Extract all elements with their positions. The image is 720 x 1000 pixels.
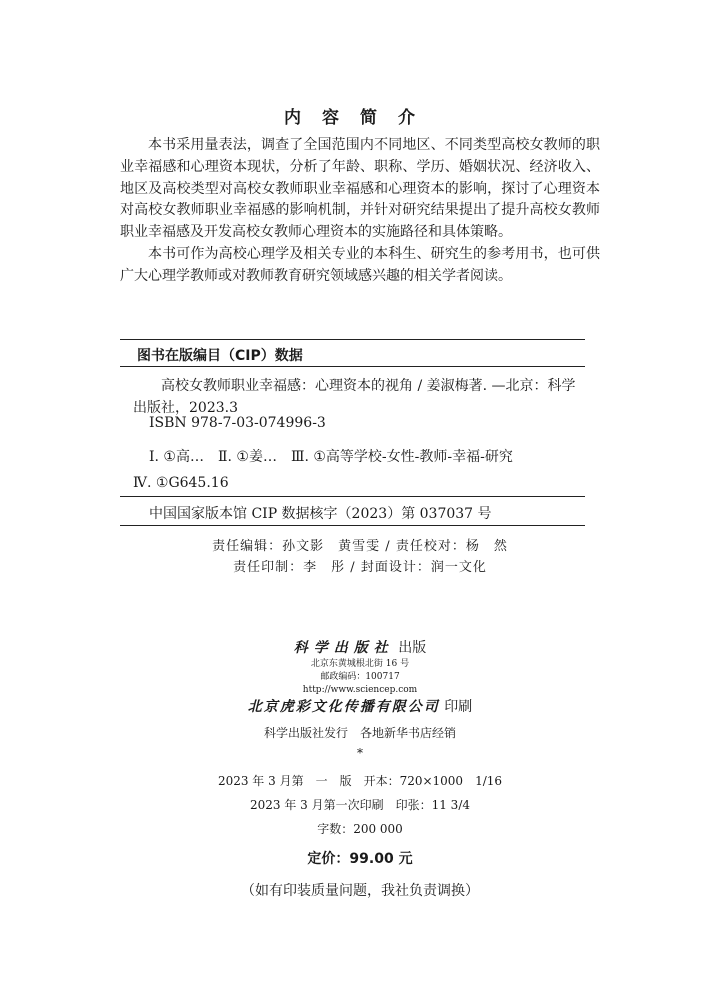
publisher-name: 科学出版社 (293, 640, 394, 656)
publisher-postcode: 邮政编码：100717 (320, 672, 400, 682)
spec-line: 2023 年 3 月第一次印刷 印张：11 3/4 (249, 798, 470, 812)
publisher-address: 北京东黄城根北街 16 号 (310, 659, 410, 669)
distribution: 科学出版社发行 各地新华书店经销 (263, 726, 456, 740)
price: 定价：99.00 元 (307, 851, 413, 867)
exchange-note: （如有印装质量问题，我社负责调换） (241, 883, 479, 899)
cip-number: 中国国家版本馆 CIP 数据核字（2023）第 037037 号 (149, 506, 492, 522)
summary-paragraph: 本书可作为高校心理学及相关专业的本科生、研究生的参考用书，也可供广大心理学教师或对教师教育研究领域感兴趣的相关学者阅读。 (120, 245, 600, 284)
cip-bottom-rule (120, 525, 585, 526)
printer-name: 北京虎彩文化传播有限公司 (247, 699, 440, 715)
cip-mid-rule (120, 496, 585, 497)
classification-line: Ⅳ. ①G645.16 (133, 475, 229, 491)
cip-main-entry: 高校女教师职业幸福感：心理资本的视角 / 姜淑梅著. —北京：科学出版社，2023.3 (133, 378, 576, 416)
summary-body (120, 135, 600, 288)
spec-line: 字数：200 000 (317, 822, 403, 836)
publisher-suffix: 出版 (398, 640, 427, 656)
separator-star: * (357, 746, 363, 760)
spec-line: 2023 年 3 月第 一 版 开本：720×1000 1/16 (217, 774, 503, 788)
cip-classification (133, 444, 585, 496)
editors-line: 责任印制：李 彤 / 封面设计：润一文化 (233, 560, 487, 575)
cip-record (133, 375, 585, 419)
summary-paragraph: 本书采用量表法，调查了全国范围内不同地区、不同类型高校女教师的职业幸福感和心理资本现状，分析了年龄、职称、学历、婚姻状况、经济收入、地区及高校类型对高校女教师职业幸福感和心理资本的影响，探讨了心理资本对高校女教师职业幸福感的影响机制，并针对研究结果提出了提升高校女教师职业幸福感及开发高校女教师心理资本的实施路径和具体策略。 (120, 137, 600, 241)
printer-line (0, 696, 720, 716)
summary-title: 内容简介 (284, 108, 436, 128)
cip-top-rule (120, 339, 585, 340)
publisher-line (0, 637, 720, 657)
isbn: ISBN 978-7-03-074996-3 (149, 415, 326, 431)
printer-suffix: 印刷 (444, 699, 473, 715)
cip-heading: 图书在版编目（CIP）数据 (137, 348, 303, 364)
editors-line: 责任编辑：孙文影 黄雪雯 / 责任校对：杨 然 (212, 539, 508, 554)
publisher-website: http://www.sciencep.com (302, 685, 418, 695)
cip-heading-rule (120, 366, 585, 367)
classification-line: Ⅰ. ①高… Ⅱ. ①姜… Ⅲ. ①高等学校-女性-教师-幸福-研究 (149, 449, 513, 465)
